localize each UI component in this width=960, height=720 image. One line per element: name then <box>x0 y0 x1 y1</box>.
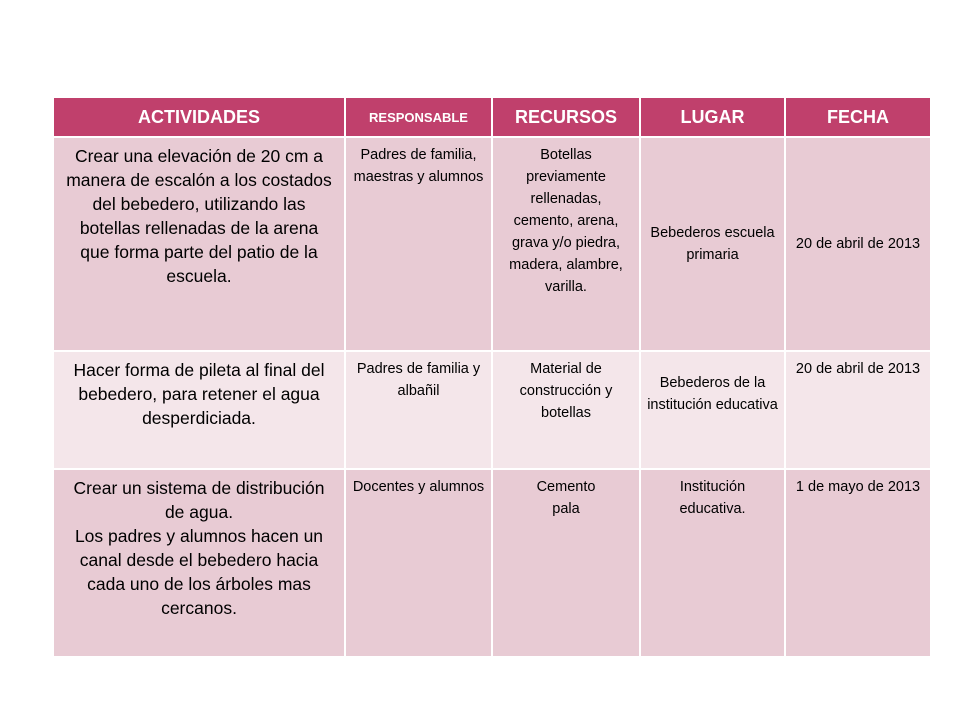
cell-recursos: Material de construcción y botellas <box>492 351 640 469</box>
table-row <box>53 469 931 657</box>
cell-actividad: Crear una elevación de 20 cm a manera de escalón a los costados del bebedero, utilizando las botellas rellenadas de la arena que forma parte del patio de la escuela. <box>53 137 345 351</box>
header-fecha: FECHA <box>785 97 931 137</box>
header-row <box>53 97 931 137</box>
cell-lugar: Bebederos de la institución educativa <box>640 351 785 469</box>
cell-fecha: 20 de abril de 2013 <box>785 137 931 351</box>
cell-responsable: Padres de familia, maestras y alumnos <box>345 137 492 351</box>
cell-fecha: 1 de mayo de 2013 <box>785 469 931 657</box>
cell-lugar: Institución educativa. <box>640 469 785 657</box>
header-responsable: RESPONSABLE <box>345 97 492 137</box>
activities-table <box>52 96 932 658</box>
cell-responsable: Padres de familia y albañil <box>345 351 492 469</box>
cell-actividad: Crear un sistema de distribución de agua. Los padres y alumnos hacen un canal desde el bebedero hacia cada uno de los árboles mas cercanos. <box>53 469 345 657</box>
table-row <box>53 137 931 351</box>
cell-lugar: Bebederos escuela primaria <box>640 137 785 351</box>
cell-actividad: Hacer forma de pileta al final del bebedero, para retener el agua desperdiciada. <box>53 351 345 469</box>
table-row <box>53 351 931 469</box>
header-actividades: ACTIVIDADES <box>53 97 345 137</box>
cell-recursos: Botellas previamente rellenadas, cemento, arena, grava y/o piedra, madera, alambre, varilla. <box>492 137 640 351</box>
cell-fecha: 20 de abril de 2013 <box>785 351 931 469</box>
cell-responsable: Docentes y alumnos <box>345 469 492 657</box>
header-lugar: LUGAR <box>640 97 785 137</box>
cell-recursos: Cemento pala <box>492 469 640 657</box>
header-recursos: RECURSOS <box>492 97 640 137</box>
